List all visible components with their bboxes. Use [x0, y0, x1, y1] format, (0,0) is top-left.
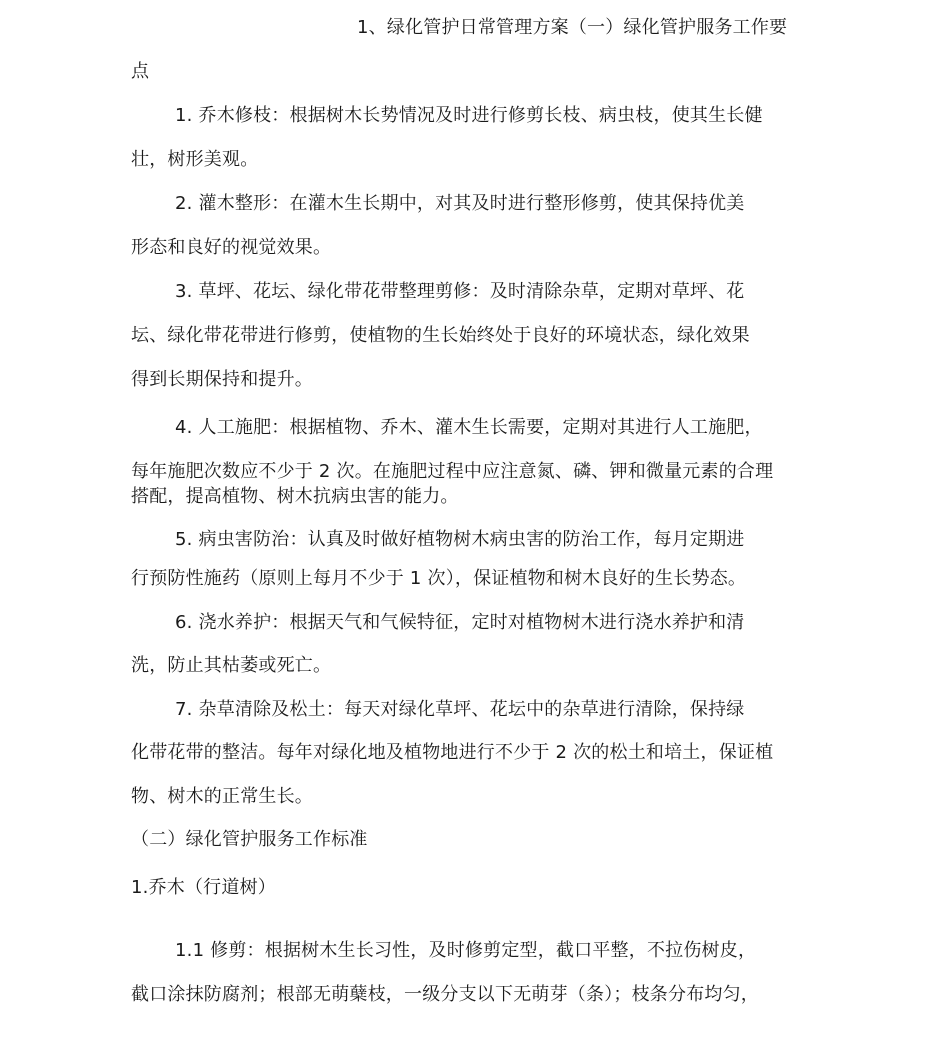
- sub-item-1-1-line-2: 截口涂抹防腐剂；根部无萌蘖枝，一级分支以下无萌芽（条）；枝条分布均匀，: [131, 984, 759, 1005]
- item-4-line-3: 搭配，提高植物、树木抗病虫害的能力。: [131, 486, 459, 507]
- item-3-line-2: 坛、绿化带花带进行修剪，使植物的生长始终处于良好的环境状态，绿化效果: [131, 325, 750, 346]
- item-2-line-1: 2. 灌木整形：在灌木生长期中，对其及时进行整形修剪，使其保持优美: [175, 193, 745, 214]
- item-6-line-2: 洗，防止其枯萎或死亡。: [131, 655, 332, 676]
- item-2-line-2: 形态和良好的视觉效果。: [131, 237, 332, 258]
- section-2-heading: （二）绿化管护服务工作标准: [131, 829, 368, 850]
- item-7-line-3: 物、树木的正常生长。: [131, 786, 313, 807]
- item-7-line-1: 7. 杂草清除及松土：每天对绿化草坪、花坛中的杂草进行清除，保持绿: [175, 699, 745, 720]
- item-6-line-1: 6. 浇水养护：根据天气和气候特征，定时对植物树木进行浇水养护和清: [175, 612, 745, 633]
- item-3-line-3: 得到长期保持和提升。: [131, 369, 313, 390]
- section-title-continued: 点: [131, 61, 150, 82]
- item-4-line-1: 4. 人工施肥：根据植物、乔木、灌木生长需要，定期对其进行人工施肥，: [175, 417, 763, 438]
- item-5-line-2: 行预防性施药（原则上每月不少于 1 次），保证植物和树木良好的生长势态。: [131, 568, 747, 589]
- item-1-line-2: 壮，树形美观。: [131, 149, 259, 170]
- subsection-heading: 1.乔木（行道树）: [131, 877, 276, 898]
- item-7-line-2: 化带花带的整洁。每年对绿化地及植物地进行不少于 2 次的松土和培土，保证植: [131, 742, 774, 763]
- section-title: 1、绿化管护日常管理方案（一）绿化管护服务工作要: [357, 17, 788, 38]
- item-4-line-2: 每年施肥次数应不少于 2 次。在施肥过程中应注意氮、磷、钾和微量元素的合理: [131, 461, 774, 482]
- item-3-line-1: 3. 草坪、花坛、绿化带花带整理剪修：及时清除杂草，定期对草坪、花: [175, 281, 745, 302]
- item-5-line-1: 5. 病虫害防治：认真及时做好植物树木病虫害的防治工作，每月定期进: [175, 529, 745, 550]
- sub-item-1-1-line-1: 1.1 修剪：根据树木生长习性，及时修剪定型，截口平整，不拉伤树皮，: [175, 940, 757, 961]
- item-1-line-1: 1. 乔木修枝：根据树木长势情况及时进行修剪长枝、病虫枝，使其生长健: [175, 105, 763, 126]
